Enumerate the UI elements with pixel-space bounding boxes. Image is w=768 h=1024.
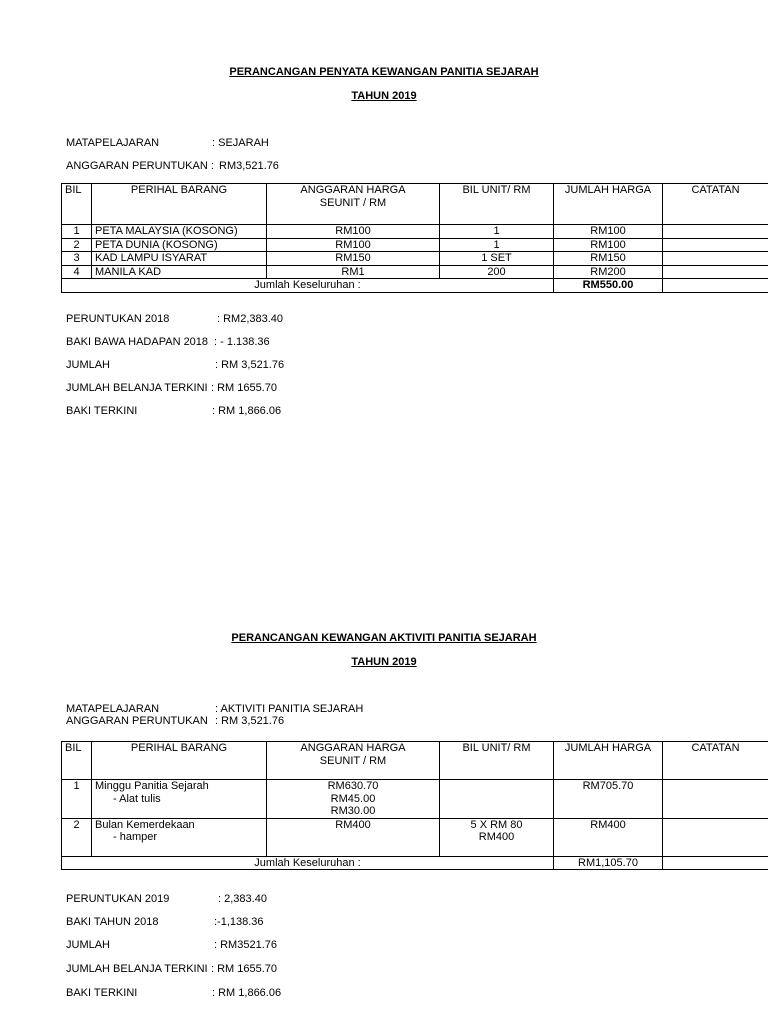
header-unit-price: ANGGARAN HARGA SEUNIT / RM (267, 742, 440, 780)
row-units-cell (440, 780, 554, 819)
row-item: Minggu Panitia Sejarah (95, 780, 209, 792)
row-note (663, 780, 768, 819)
budget-value: : RM 3,521.76 (215, 715, 285, 727)
row-price: RM100 (267, 238, 440, 252)
row-units: 1 (440, 225, 554, 239)
header-item: PERIHAL BARANG (92, 184, 267, 225)
row-bil: 4 (62, 265, 92, 279)
table-row (62, 252, 768, 266)
header-item: PERIHAL BARANG (92, 742, 267, 780)
summary-value: : RM3521.76 (214, 939, 277, 951)
section2-table (61, 741, 768, 870)
summary-value: :-1,138.36 (214, 916, 264, 928)
header-total: JUMLAH HARGA (554, 184, 663, 225)
summary-value: : RM 1,866.06 (212, 987, 282, 999)
section2-year: TAHUN 2019 (351, 656, 417, 668)
grand-total-row (62, 856, 768, 870)
budget-label: ANGGARAN PERUNTUKAN : (66, 160, 214, 172)
row-price-cell (267, 780, 440, 819)
summary-value: : RM 1655.70 (211, 963, 278, 975)
grand-total-label: Jumlah Keseluruhan : (62, 856, 554, 870)
row-total: RM400 (554, 818, 663, 856)
header-note: CATATAN (663, 742, 768, 780)
summary-label: JUMLAH (66, 359, 111, 371)
row-price: RM45.00 (330, 792, 376, 805)
header-bil: BIL (62, 184, 92, 225)
row-bil: 2 (62, 238, 92, 252)
section2-title: PERANCANGAN KEWANGAN AKTIVITI PANITIA SEJARAH (231, 632, 537, 644)
subject-value: : SEJARAH (212, 137, 269, 149)
table-row (62, 265, 768, 279)
row-note (663, 818, 768, 856)
table-header-row (62, 742, 768, 780)
row-bil: 1 (62, 225, 92, 239)
grand-total-value: RM1,105.70 (554, 856, 663, 870)
row-units: 1 (440, 238, 554, 252)
row-total: RM100 (554, 238, 663, 252)
summary-value: : RM2,383.40 (217, 313, 284, 325)
table-row (62, 238, 768, 252)
section1-title: PERANCANGAN PENYATA KEWANGAN PANITIA SEJARAH (229, 66, 539, 78)
table-row (62, 780, 768, 819)
row-units: 1 SET (440, 252, 554, 266)
table-row (62, 225, 768, 239)
row-price: RM30.00 (330, 805, 376, 817)
header-note: CATATAN (663, 184, 768, 225)
grand-total-note (663, 856, 768, 870)
grand-total-row (62, 279, 768, 293)
row-subitem: - hamper (113, 831, 158, 843)
grand-total-value: RM550.00 (554, 279, 663, 293)
summary-label: BAKI TAHUN 2018 (66, 916, 159, 928)
summary-label: PERUNTUKAN 2019 (66, 893, 170, 905)
grand-total-label: Jumlah Keseluruhan : (62, 279, 554, 293)
summary-label: BAKI TERKINI (66, 405, 138, 417)
summary-label: BAKI TERKINI (66, 987, 138, 999)
row-price: RM100 (267, 225, 440, 239)
row-total: RM200 (554, 265, 663, 279)
summary-label: JUMLAH BELANJA TERKINI (66, 963, 208, 975)
row-note (663, 238, 768, 252)
row-bil: 1 (62, 780, 92, 819)
row-total: RM150 (554, 252, 663, 266)
summary-value: : - 1.138.36 (214, 336, 270, 348)
subject-value: : AKTIVITI PANITIA SEJARAH (215, 703, 364, 715)
row-item: KAD LAMPU ISYARAT (92, 252, 267, 266)
budget-label: ANGGARAN PERUNTUKAN (66, 715, 208, 727)
row-bil: 3 (62, 252, 92, 266)
summary-value: : RM 1,866.06 (212, 405, 282, 417)
header-units: BIL UNIT/ RM (440, 184, 554, 225)
row-bil: 2 (62, 818, 92, 856)
row-note (663, 225, 768, 239)
row-price-cell (267, 818, 440, 856)
header-unit-price: ANGGARAN HARGA SEUNIT / RM (267, 184, 440, 225)
row-price: RM150 (267, 252, 440, 266)
summary-value: : RM 3,521.76 (215, 359, 285, 371)
row-item: MANILA KAD (92, 265, 267, 279)
section1-year: TAHUN 2019 (351, 90, 417, 102)
table-header-row (62, 184, 768, 225)
row-item: PETA DUNIA (KOSONG) (92, 238, 267, 252)
row-item-cell (92, 780, 267, 819)
row-units: 200 (440, 265, 554, 279)
row-price: RM1 (267, 265, 440, 279)
grand-total-note (663, 279, 768, 293)
summary-label: JUMLAH BELANJA TERKINI (66, 382, 208, 394)
row-units: 5 X RM 80 (470, 818, 523, 831)
header-units: BIL UNIT/ RM (440, 742, 554, 780)
summary-value: : 2,383.40 (218, 893, 267, 905)
header-bil: BIL (62, 742, 92, 780)
row-units: RM400 (478, 831, 515, 843)
budget-value: RM3,521.76 (219, 160, 279, 172)
summary-label: JUMLAH (66, 939, 111, 951)
summary-value: : RM 1655.70 (211, 382, 278, 394)
summary-label: PERUNTUKAN 2018 (66, 313, 170, 325)
subject-label: MATAPELAJARAN (66, 137, 160, 149)
row-price: RM400 (335, 818, 371, 831)
row-note (663, 265, 768, 279)
summary-label: BAKI BAWA HADAPAN 2018 (66, 336, 209, 348)
row-total: RM705.70 (554, 780, 663, 819)
row-subitem: - Alat tulis (113, 792, 161, 805)
row-note (663, 252, 768, 266)
row-units-cell (440, 818, 554, 856)
header-total: JUMLAH HARGA (554, 742, 663, 780)
row-price: RM630.70 (327, 780, 379, 792)
row-total: RM100 (554, 225, 663, 239)
row-item-cell (92, 818, 267, 856)
subject-label: MATAPELAJARAN (66, 703, 160, 715)
row-item: Bulan Kemerdekaan (95, 818, 195, 831)
section1-table (61, 183, 768, 293)
table-row (62, 818, 768, 856)
row-item: PETA MALAYSIA (KOSONG) (92, 225, 267, 239)
